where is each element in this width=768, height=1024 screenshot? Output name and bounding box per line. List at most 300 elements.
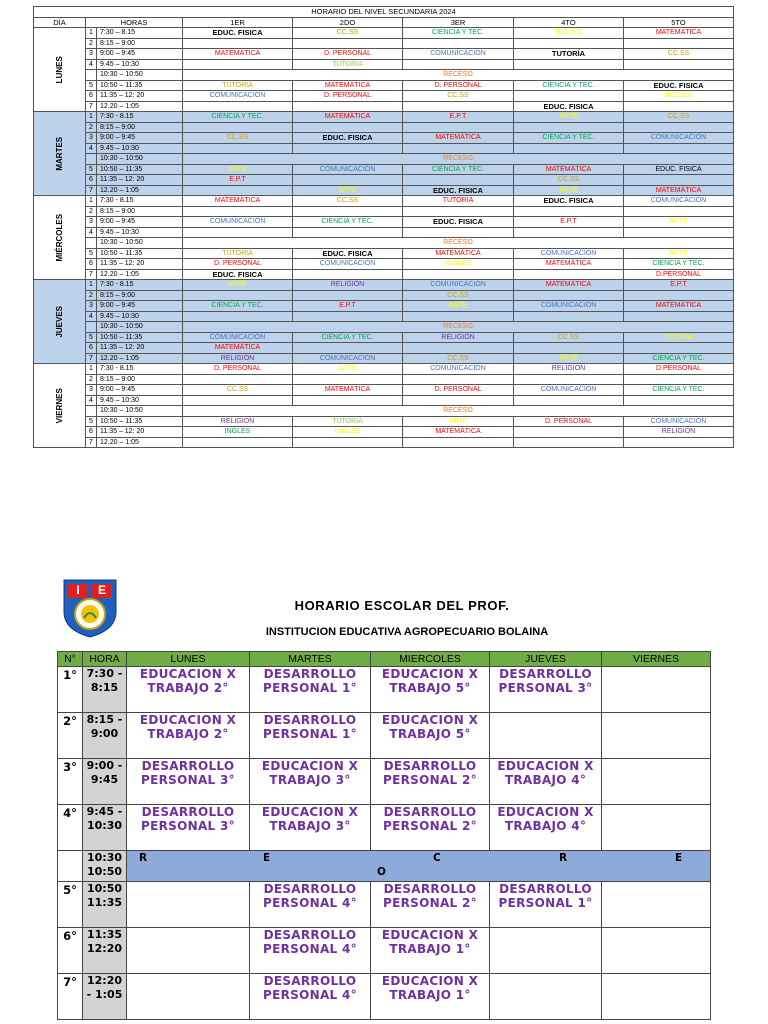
period-number: 7 (86, 185, 97, 196)
period-hours: 9:00 – 9:45 (97, 49, 183, 60)
period-hours: 7:30 - 8.15 (97, 196, 183, 207)
class-cell (490, 974, 602, 1020)
class-line-2: PERSONAL 3° (141, 819, 235, 833)
teacher-period-row (58, 805, 711, 851)
subject-cell: CC.SS (183, 385, 293, 396)
class-line-1: EDUCACION X (139, 713, 237, 727)
subject-cell (514, 395, 624, 406)
period-hours: 11:35 – 12: 20 (97, 427, 183, 438)
class-cell (250, 882, 371, 928)
subject-cell: MATEMÁTICA (624, 185, 734, 196)
hour-start: 8:15 - (86, 713, 123, 726)
subject-cell: E.P.T (293, 301, 403, 312)
subject-cell: D.PERSONAL (624, 364, 734, 375)
period-number: 4 (86, 395, 97, 406)
subject-cell (514, 122, 624, 133)
subject-cell: CC.SS (624, 112, 734, 123)
subject-cell (514, 143, 624, 154)
subject-cell (514, 311, 624, 322)
schedule-row (34, 374, 734, 385)
period-number: 3 (86, 301, 97, 312)
schedule-row (34, 154, 734, 165)
subject-cell: MATEMÁTICA (403, 427, 514, 438)
period-number: 6 (86, 91, 97, 102)
period-hours: 7:30 – 8.15 (97, 28, 183, 39)
subject-cell: ARTE (624, 248, 734, 259)
period-number: 3 (86, 49, 97, 60)
class-line-2: TRABAJO 2° (147, 727, 229, 741)
period-hours: 12.20 – 1:05 (97, 269, 183, 280)
day-name: VIERNES (54, 387, 64, 424)
teacher-header-cell: HORA (83, 652, 127, 667)
class-line-1: DESARROLLO (263, 974, 357, 988)
hour-end: 11:35 (86, 896, 122, 909)
teacher-header-row (58, 652, 711, 667)
subject-cell: COMUNICACIÓN (403, 364, 514, 375)
teacher-header-cell: N° (58, 652, 83, 667)
subject-cell: CC.SS (514, 175, 624, 186)
class-line-1: EDUCACION X (261, 759, 359, 773)
period-hours: 10:50 – 11:35 (97, 416, 183, 427)
schedule-row (34, 427, 734, 438)
subject-cell: TUTORÍA (514, 49, 624, 60)
subject-cell (293, 175, 403, 186)
subject-cell (293, 437, 403, 448)
subject-cell: D. PERSONAL (403, 385, 514, 396)
period-number: 5 (86, 332, 97, 343)
subject-cell: TUTORIA (183, 80, 293, 91)
subject-cell (293, 122, 403, 133)
hour-start: 10:50 (86, 882, 122, 895)
schedule-row (34, 217, 734, 228)
class-line-1: DESARROLLO (383, 759, 477, 773)
period-number: 6 (86, 427, 97, 438)
secondary-schedule-table (33, 6, 734, 448)
subject-cell: EDUC. FISICA (403, 185, 514, 196)
subject-cell: CC.SS (293, 196, 403, 207)
subject-cell: COMUNICACIÓN (403, 280, 514, 291)
subject-cell: INGLÉS (403, 259, 514, 270)
period-number (86, 238, 97, 249)
period-number: 3 (86, 385, 97, 396)
subject-cell: D. PERSONAL (293, 91, 403, 102)
recess-row (58, 851, 711, 882)
class-cell (127, 805, 250, 851)
day-label (34, 196, 86, 280)
subject-cell (624, 227, 734, 238)
subject-cell: COMUNICACIÓN (293, 353, 403, 364)
schedule-row (34, 385, 734, 396)
subject-cell (403, 374, 514, 385)
subject-cell: COMUNICACIÓN (183, 91, 293, 102)
period-hours (83, 928, 127, 974)
class-line-2: TRABAJO 4° (504, 819, 587, 833)
subject-cell (183, 227, 293, 238)
subject-cell: EDUC. FISICA (293, 133, 403, 144)
day-name: MARTES (54, 136, 64, 171)
subject-cell: RELIGIÓN (183, 353, 293, 364)
period-number: 7 (86, 101, 97, 112)
period-hours (83, 974, 127, 1020)
subject-cell (293, 206, 403, 217)
day-name: LUNES (54, 55, 64, 84)
class-line-2: PERSONAL 1° (263, 727, 357, 741)
period-hours: 10:30 – 10:50 (97, 406, 183, 417)
period-number: 1° (58, 667, 83, 713)
recess-number-cell (58, 851, 83, 882)
subject-cell (624, 374, 734, 385)
class-cell (371, 928, 490, 974)
subject-cell: MATEMÁTICA (293, 385, 403, 396)
subject-cell: MATEMÁTICA (403, 133, 514, 144)
subject-cell: INGLÉS (293, 427, 403, 438)
subject-cell (514, 91, 624, 102)
class-line-2: PERSONAL 4° (263, 942, 357, 956)
schedule-row (34, 343, 734, 354)
class-line-1: DESARROLLO (383, 882, 477, 896)
subject-cell: COMUNICACIÓN (514, 385, 624, 396)
subject-cell: D. PERSONAL (183, 259, 293, 270)
schedule-row (34, 206, 734, 217)
header-grade: 1ER (183, 17, 293, 28)
subject-cell: RELIGIÓN (403, 332, 514, 343)
header-grade: 5TO (624, 17, 734, 28)
subject-cell: ARTE (293, 185, 403, 196)
subject-cell: TUTORIA (183, 248, 293, 259)
period-number: 2 (86, 122, 97, 133)
schedule-row (34, 311, 734, 322)
teacher-header-cell: LUNES (127, 652, 250, 667)
teacher-schedule-title: HORARIO ESCOLAR DEL PROF. (294, 598, 510, 613)
day-label (34, 112, 86, 196)
schedule-row (34, 185, 734, 196)
teacher-header-cell: JUEVES (490, 652, 602, 667)
class-line-2: TRABAJO 2° (147, 681, 229, 695)
subject-cell (293, 311, 403, 322)
class-cell (490, 759, 602, 805)
subject-cell (403, 38, 514, 49)
class-cell (371, 759, 490, 805)
class-cell (490, 805, 602, 851)
hour-end: 10:30 (86, 819, 122, 832)
teacher-period-row (58, 667, 711, 713)
subject-cell: ARTE (183, 164, 293, 175)
period-number: 1 (86, 196, 97, 207)
subject-cell: ARTE (403, 416, 514, 427)
teacher-schedule-header (62, 578, 762, 650)
class-line-2: TRABAJO 3° (269, 819, 351, 833)
period-hours: 8:15 – 9:00 (97, 38, 183, 49)
schedule-row (34, 364, 734, 375)
class-cell (127, 713, 250, 759)
subject-cell (183, 290, 293, 301)
subject-cell: EDUC. FISICA (183, 28, 293, 39)
subject-cell: EDUC. FISICA (624, 80, 734, 91)
subject-cell: MATEMÁTICA (514, 164, 624, 175)
subject-cell (403, 227, 514, 238)
subject-cell (514, 343, 624, 354)
class-cell (127, 974, 250, 1020)
schedule-row (34, 80, 734, 91)
hour-start: 10:30 (86, 851, 122, 864)
period-hours (83, 805, 127, 851)
period-hours: 12.20 – 1:05 (97, 101, 183, 112)
period-number: 6 (86, 259, 97, 270)
period-number: 4° (58, 805, 83, 851)
subject-cell: MATEMÁTICA (293, 112, 403, 123)
subject-cell: CIENCIA Y TEC. (514, 133, 624, 144)
schedule-row (34, 122, 734, 133)
recess-cell: RECESO (183, 238, 734, 249)
subject-cell: MATEMÁTICA (514, 280, 624, 291)
period-number: 2 (86, 206, 97, 217)
subject-cell: INGLÉS (183, 427, 293, 438)
class-line-2: PERSONAL 2° (383, 819, 477, 833)
period-number (86, 70, 97, 81)
schedule-row (34, 59, 734, 70)
subject-cell: EDUC. FISICA (293, 248, 403, 259)
day-label (34, 364, 86, 448)
class-line-1: EDUCACION X (139, 667, 237, 681)
schedule-row (34, 280, 734, 291)
subject-cell (624, 290, 734, 301)
hour-end: 9:00 (90, 727, 119, 740)
class-cell (127, 759, 250, 805)
subject-cell (624, 395, 734, 406)
period-hours: 12.20 – 1:05 (97, 353, 183, 364)
class-line-1: DESARROLLO (263, 928, 357, 942)
period-number: 5 (86, 248, 97, 259)
period-hours: 7:30 - 8.15 (97, 112, 183, 123)
class-line-1: EDUCACION X (381, 974, 479, 988)
subject-cell: D. PERSONAL (293, 49, 403, 60)
class-cell (127, 882, 250, 928)
subject-cell: COMUNICACIÓN (514, 301, 624, 312)
period-hours: 11:35 – 12: 20 (97, 175, 183, 186)
subject-cell: MATEMÁTICA (183, 196, 293, 207)
subject-cell (624, 38, 734, 49)
schedule-row (34, 175, 734, 186)
class-line-2: PERSONAL 2° (383, 773, 477, 787)
subject-cell (624, 311, 734, 322)
period-number: 6 (86, 175, 97, 186)
subject-cell (183, 374, 293, 385)
subject-cell: CC.SS (514, 332, 624, 343)
class-line-2: TRABAJO 3° (269, 773, 351, 787)
schedule-row (34, 301, 734, 312)
period-number: 3 (86, 217, 97, 228)
subject-cell: CC.SS (403, 353, 514, 364)
period-hours: 10:30 – 10:50 (97, 154, 183, 165)
header-horas: HORAS (86, 17, 183, 28)
schedule-row (34, 112, 734, 123)
period-hours: 7:30 - 8.15 (97, 280, 183, 291)
period-hours: 8:15 – 9:00 (97, 290, 183, 301)
subject-cell: ARTE (514, 353, 624, 364)
class-cell (602, 713, 711, 759)
period-number: 7° (58, 974, 83, 1020)
subject-cell: TUTORIA (403, 196, 514, 207)
period-hours: 10:50 – 11:35 (97, 80, 183, 91)
header-grade: 4TO (514, 17, 624, 28)
class-line-2: PERSONAL 4° (263, 988, 357, 1002)
class-line-2: PERSONAL 3° (498, 681, 593, 695)
class-line-2: TRABAJO 1° (389, 942, 471, 956)
subject-cell: E.P.T (624, 280, 734, 291)
period-number: 7 (86, 353, 97, 364)
subject-cell (403, 269, 514, 280)
subject-cell: COMUNICACIÓN (293, 164, 403, 175)
subject-cell: MATEMÁTICA (403, 248, 514, 259)
subject-cell: D. PERSONAL (514, 416, 624, 427)
subject-cell (293, 374, 403, 385)
subject-cell: MATEMÁTICA (183, 49, 293, 60)
subject-cell (624, 437, 734, 448)
period-number: 5 (86, 80, 97, 91)
subject-cell (183, 122, 293, 133)
period-number: 6 (86, 343, 97, 354)
subject-cell: CC.SS (183, 133, 293, 144)
class-cell (490, 713, 602, 759)
subject-cell: D.PERSONAL (624, 269, 734, 280)
subject-cell (183, 437, 293, 448)
period-hours: 8:15 – 9:00 (97, 206, 183, 217)
schedule-row (34, 416, 734, 427)
subject-cell (514, 437, 624, 448)
class-line-1: EDUCACION X (261, 805, 359, 819)
class-line-1: DESARROLLO (263, 882, 357, 896)
subject-cell: MATEMÁTICA (514, 259, 624, 270)
hour-start: 9:45 - (86, 805, 123, 818)
period-number (86, 154, 97, 165)
recess-letter: R (559, 852, 568, 864)
secondary-schedule (33, 6, 733, 448)
subject-cell: COMUNICACIÓN (514, 248, 624, 259)
class-cell (490, 667, 602, 713)
class-cell (250, 974, 371, 1020)
subject-cell: TUTORIA (293, 416, 403, 427)
schedule-row (34, 395, 734, 406)
subject-cell (183, 206, 293, 217)
subject-cell: MATEMÁTICA (183, 343, 293, 354)
class-cell (250, 667, 371, 713)
subject-cell: CC.SS (403, 91, 514, 102)
subject-cell (403, 343, 514, 354)
subject-cell: CC.SS (293, 28, 403, 39)
period-number (86, 406, 97, 417)
class-cell (371, 713, 490, 759)
class-line-2: TRABAJO 5° (389, 681, 471, 695)
subject-cell (183, 143, 293, 154)
class-line-2: PERSONAL 1° (263, 681, 357, 695)
class-cell (250, 805, 371, 851)
class-line-2: PERSONAL 1° (498, 896, 593, 910)
recess-letter: E (675, 852, 683, 864)
subject-cell (624, 101, 734, 112)
day-name: MIÉRCOLES (54, 213, 64, 262)
subject-cell (403, 395, 514, 406)
class-line-2: PERSONAL 4° (263, 896, 357, 910)
secondary-schedule-title: HORARIO DEL NIVEL SECUNDARIA 2024 (34, 7, 734, 18)
teacher-period-row (58, 882, 711, 928)
subject-cell (183, 59, 293, 70)
schedule-row (34, 196, 734, 207)
subject-cell: COMUNICACIÓN (624, 133, 734, 144)
recess-hours (83, 851, 127, 882)
period-number: 5 (86, 416, 97, 427)
subject-cell (624, 343, 734, 354)
schedule-row (34, 353, 734, 364)
subject-cell (293, 143, 403, 154)
period-hours: 11:35 – 12: 20 (97, 343, 183, 354)
subject-cell (293, 343, 403, 354)
schedule-row (34, 238, 734, 249)
subject-cell: CIENCIA Y TEC. (403, 28, 514, 39)
schedule-row (34, 227, 734, 238)
subject-cell (403, 59, 514, 70)
class-line-1: EDUCACION X (497, 759, 594, 773)
subject-cell (514, 374, 624, 385)
class-cell (371, 882, 490, 928)
subject-cell: MATEMÁTICA (293, 80, 403, 91)
class-cell (371, 974, 490, 1020)
subject-cell: EDUC. FISICA (183, 269, 293, 280)
period-number: 7 (86, 437, 97, 448)
schedule-row (34, 332, 734, 343)
class-line-2: TRABAJO 4° (504, 773, 587, 787)
subject-cell: COMUNICACIÓN (403, 49, 514, 60)
subject-cell: EDUC. FISICA (624, 164, 734, 175)
schedule-row (34, 133, 734, 144)
period-number: 2° (58, 713, 83, 759)
period-hours: 9.45 – 10:30 (97, 311, 183, 322)
subject-cell: COMUNICACIÓN (183, 332, 293, 343)
subject-cell: TUTORIA (293, 59, 403, 70)
subject-cell: ARTE (514, 185, 624, 196)
period-hours: 8:15 – 9:00 (97, 122, 183, 133)
subject-cell (403, 143, 514, 154)
subject-cell: CIENCIA Y TEC. (624, 353, 734, 364)
subject-cell (293, 290, 403, 301)
class-line-1: EDUCACION X (381, 713, 479, 727)
subject-cell: TUTORIA (624, 332, 734, 343)
subject-cell (514, 227, 624, 238)
teacher-period-row (58, 759, 711, 805)
class-cell (371, 805, 490, 851)
subject-cell (293, 101, 403, 112)
period-hours (83, 713, 127, 759)
class-cell (127, 928, 250, 974)
subject-cell: ARTE (624, 217, 734, 228)
hour-end: - 1:05 (86, 988, 123, 1001)
class-line-2: TRABAJO 5° (389, 727, 471, 741)
subject-cell: E.P.T (403, 112, 514, 123)
subject-cell (293, 269, 403, 280)
period-hours: 10:30 – 10:50 (97, 322, 183, 333)
class-line-1: DESARROLLO (499, 667, 592, 681)
schedule-row (34, 70, 734, 81)
header-grade: 2DO (293, 17, 403, 28)
hour-end: 12:20 (86, 942, 122, 955)
subject-cell: INGLÉS (514, 28, 624, 39)
header-dia: DÍA (34, 17, 86, 28)
class-line-2: PERSONAL 3° (141, 773, 235, 787)
subject-cell: ARTE (403, 301, 514, 312)
subject-cell: MATEMÁTICA (624, 301, 734, 312)
recess-band (127, 851, 711, 882)
schedule-row (34, 49, 734, 60)
class-cell (602, 974, 711, 1020)
